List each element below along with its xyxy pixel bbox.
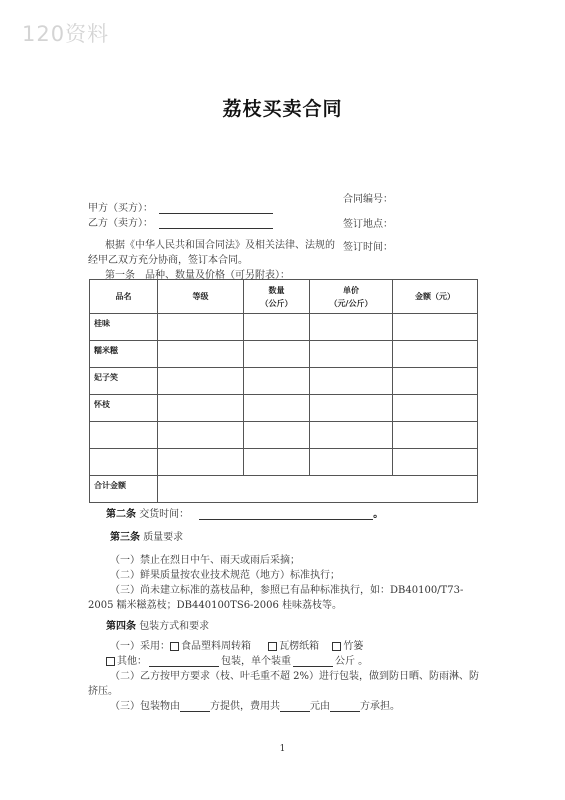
article-2-text: 交货时间： xyxy=(139,509,190,520)
party-a-field xyxy=(88,199,273,214)
checkbox-icon[interactable] xyxy=(332,642,341,651)
provider-blank xyxy=(180,701,210,712)
header-quantity-unit: （公斤） xyxy=(260,298,293,308)
article-3 xyxy=(110,528,183,543)
article-2 xyxy=(106,505,383,520)
pack-other-label: 其他： xyxy=(117,656,147,667)
intro-line-1: 根据《中华人民共和国合同法》及相关法律、法规的 xyxy=(105,240,335,251)
quality-item-2: （二）鲜果质量按农业技术规范（地方）标准执行； xyxy=(110,570,340,581)
header-price-unit: （元/公斤） xyxy=(329,298,373,308)
header-price-label: 单价 xyxy=(343,285,359,295)
table-row xyxy=(90,314,478,341)
goods-table xyxy=(89,279,478,503)
pack-weight-blank xyxy=(293,656,333,667)
pack-other-mid: 包装，单个装重 xyxy=(221,656,291,667)
page-number: 1 xyxy=(279,744,286,754)
total-label: 合计金额 xyxy=(90,476,158,503)
checkbox-icon[interactable] xyxy=(106,657,115,666)
pack-item-3 xyxy=(110,697,400,712)
party-b-field xyxy=(88,214,273,229)
watermark: 120资料 xyxy=(22,22,110,46)
sign-place-label: 签订地点： xyxy=(343,219,393,230)
total-value-cell xyxy=(158,476,478,503)
delivery-time-blank xyxy=(199,509,373,520)
pack-option-3: 竹篓 xyxy=(343,641,364,652)
article-2-end: 。 xyxy=(373,509,384,520)
article-4 xyxy=(106,617,209,632)
article-4-label: 第四条 xyxy=(106,621,136,632)
party-b-blank xyxy=(159,218,273,229)
party-b-label: 乙方（卖方）： xyxy=(88,218,153,229)
pack-option-1: 食品塑料周转箱 xyxy=(181,641,251,652)
product-cell xyxy=(90,449,158,476)
article-4-text: 包装方式和要求 xyxy=(139,621,210,632)
quality-item-3: （三）尚未建立标准的荔枝品种，参照已有品种标准执行，如：DB40100/T73- xyxy=(110,585,464,596)
header-unit-price xyxy=(310,280,393,314)
intro-line-2: 经甲乙双方充分协商，签订本合同。 xyxy=(88,255,248,266)
checkbox-icon[interactable] xyxy=(170,642,179,651)
pack-item-3-part-c: 元由 xyxy=(310,701,330,712)
header-quantity xyxy=(244,280,310,314)
product-cell: 桂味 xyxy=(90,314,158,341)
packing-other xyxy=(106,652,368,667)
product-cell: 怀枝 xyxy=(90,395,158,422)
table-row xyxy=(90,341,478,368)
document-title: 荔枝买卖合同 xyxy=(222,98,343,120)
article-2-label: 第二条 xyxy=(106,509,136,520)
header-grade: 等级 xyxy=(158,280,244,314)
party-a-label: 甲方（买方）： xyxy=(88,203,153,214)
checkbox-icon[interactable] xyxy=(268,642,277,651)
pack-other-blank xyxy=(149,656,219,667)
party-a-blank xyxy=(159,203,273,214)
header-amount: 金额（元） xyxy=(393,280,478,314)
product-cell: 妃子笑 xyxy=(90,368,158,395)
quality-item-1: （一）禁止在烈日中午、雨天或雨后采摘； xyxy=(110,555,300,566)
article-3-text: 质量要求 xyxy=(143,532,184,543)
product-cell: 糯米糍 xyxy=(90,341,158,368)
pack-item-3-part-d: 方承担。 xyxy=(360,701,400,712)
quality-item-3-cont: 2005 糯米糍荔枝；DB440100TS6-2006 桂味荔枝等。 xyxy=(88,600,343,611)
table-row xyxy=(90,368,478,395)
table-row xyxy=(90,395,478,422)
pack-other-end: 公斤 。 xyxy=(335,656,369,667)
table-header-row xyxy=(90,280,478,314)
pack-option-2: 瓦楞纸箱 xyxy=(279,641,320,652)
article-3-label: 第三条 xyxy=(110,532,140,543)
contract-no-label: 合同编号： xyxy=(343,194,393,205)
pack-adopt-label: （一）采用： xyxy=(110,641,170,652)
product-cell xyxy=(90,422,158,449)
payer-blank xyxy=(330,701,360,712)
header-product: 品名 xyxy=(90,280,158,314)
header-quantity-label: 数量 xyxy=(268,285,285,295)
sign-time-label: 签订时间： xyxy=(343,242,393,253)
table-total-row xyxy=(90,476,478,503)
table-row xyxy=(90,422,478,449)
pack-item-3-part-b: 方提供，费用共 xyxy=(210,701,280,712)
pack-item-2-cont: 挤压。 xyxy=(88,686,118,697)
table-row xyxy=(90,449,478,476)
pack-item-3-part-a: （三）包装物由 xyxy=(110,701,180,712)
pack-item-2: （二）乙方按甲方要求（枝、叶毛重不超 2%）进行包装，做到防日晒、防雨淋、防 xyxy=(110,671,480,682)
cost-blank xyxy=(280,701,310,712)
packing-options xyxy=(110,637,363,652)
article-1-heading: 第一条 品种、数量及价格（可另附表）： xyxy=(105,270,290,281)
